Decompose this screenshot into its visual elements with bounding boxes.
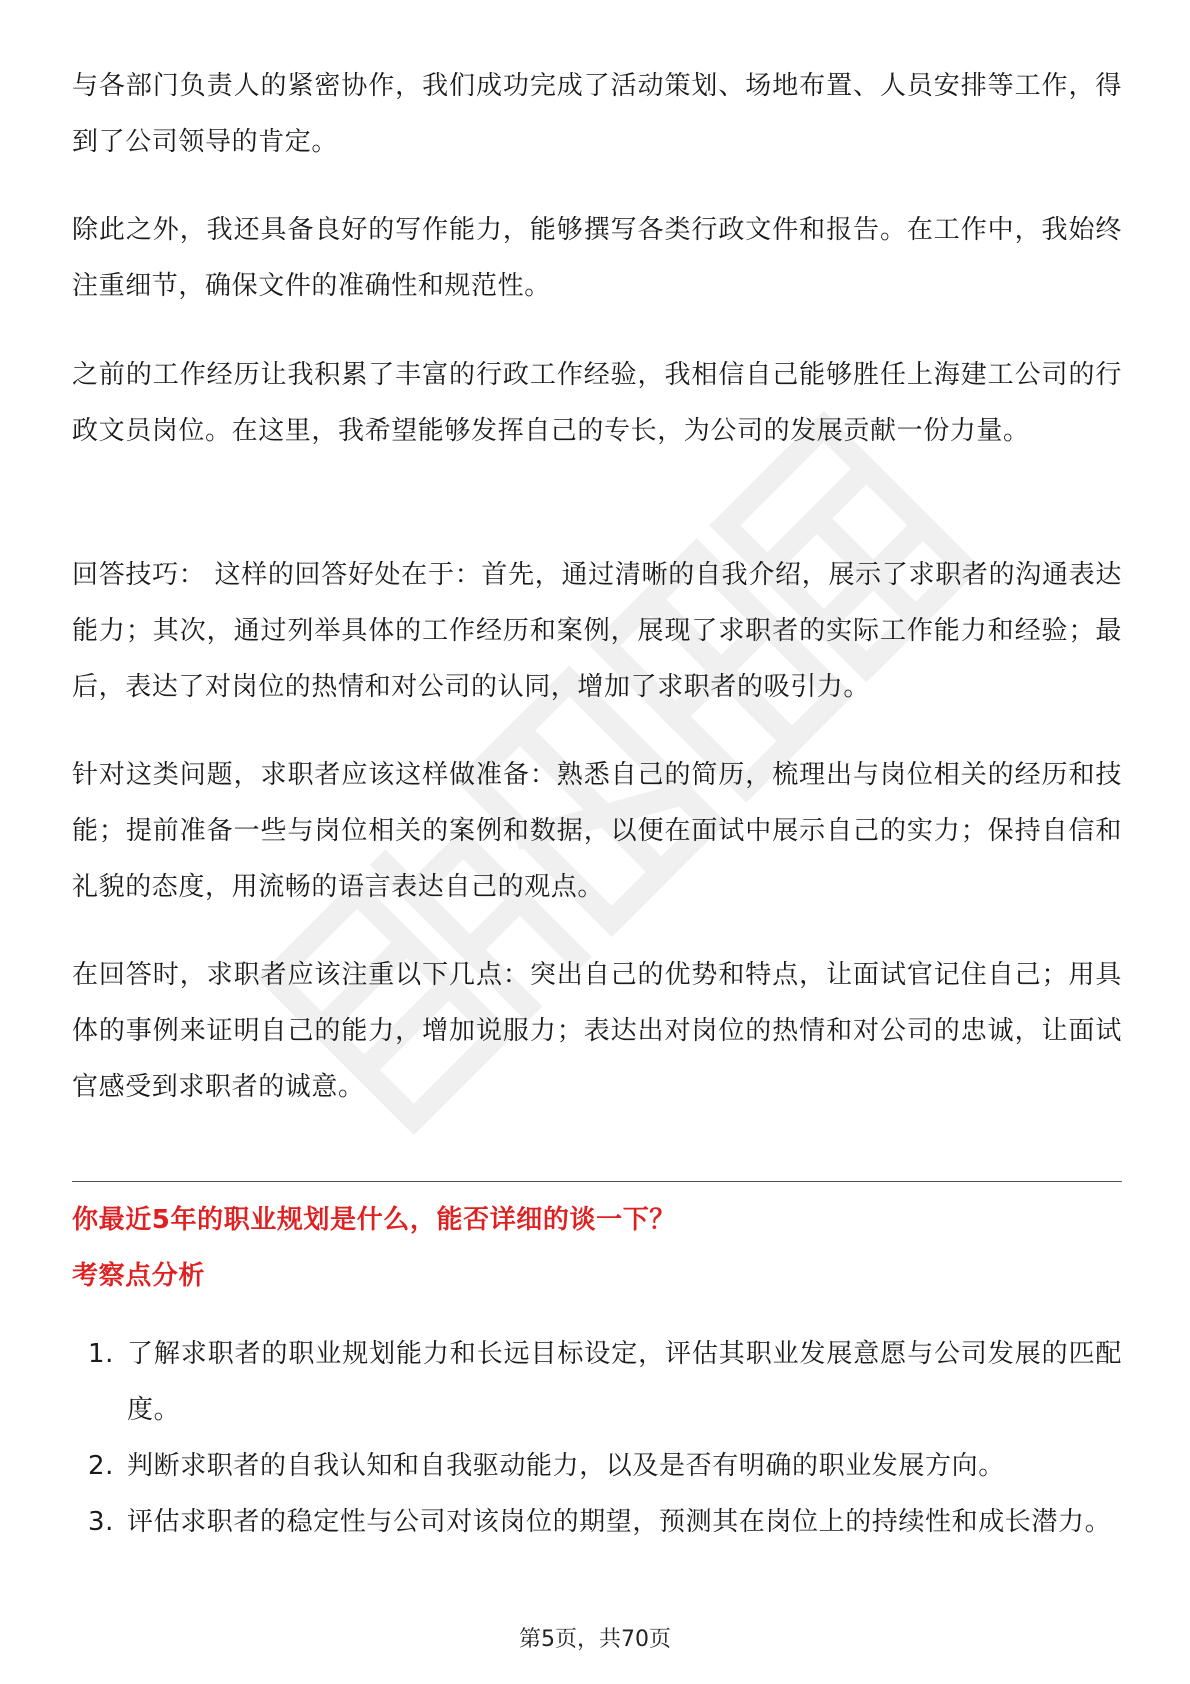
question-title: 你最近5年的职业规划是什么，能否详细的谈一下？	[72, 1205, 676, 1235]
list-item	[72, 1494, 1122, 1550]
list-item-text: 了解求职者的职业规划能力和长远目标设定，评估其职业发展意愿与公司发展的匹配度。	[127, 1339, 1122, 1425]
paragraph-preparation: 针对这类问题，求职者应该这样做准备：熟悉自己的简历，梳理出与岗位相关的经历和技能；提前准备一些与岗位相关的案例和数据，以便在面试中展示自己的实力；保持自信和礼貌的态度，用流畅的语言表达自己的观点。	[72, 760, 1122, 902]
list-item	[72, 1326, 1122, 1438]
list-item-text: 判断求职者的自我认知和自我驱动能力，以及是否有明确的职业发展方向。	[127, 1451, 1005, 1481]
page-number: 第5页，共70页	[519, 1627, 671, 1652]
analysis-heading: 考察点分析	[72, 1261, 206, 1291]
paragraph-experience-summary: 之前的工作经历让我积累了丰富的行政工作经验，我相信自己能够胜任上海建工公司的行政文员岗位。在这里，我希望能够发挥自己的专长，为公司的发展贡献一份力量。	[72, 360, 1122, 446]
section-divider	[72, 1181, 1122, 1182]
paragraph-answer-focus: 在回答时，求职者应该注重以下几点：突出自己的优势和特点，让面试官记住自己；用具体的事例来证明自己的能力，增加说服力；表达出对岗位的热情和对公司的忠诚，让面试官感受到求职者的诚意。	[72, 960, 1122, 1102]
list-item-number: 2.	[88, 1451, 115, 1481]
list-item-number: 3.	[88, 1507, 115, 1537]
list-item	[72, 1438, 1122, 1494]
paragraph-writing-skills: 除此之外，我还具备良好的写作能力，能够撰写各类行政文件和报告。在工作中，我始终注重细节，确保文件的准确性和规范性。	[72, 215, 1122, 301]
list-item-text: 评估求职者的稳定性与公司对该岗位的期望，预测其在岗位上的持续性和成长潜力。	[127, 1507, 1112, 1537]
paragraph-activity-coordination: 与各部门负责人的紧密协作，我们成功完成了活动策划、场地布置、人员安排等工作，得到了公司领导的肯定。	[72, 71, 1122, 157]
paragraph-answer-tips: 回答技巧： 这样的回答好处在于：首先，通过清晰的自我介绍，展示了求职者的沟通表达能力；其次，通过列举具体的工作经历和案例，展现了求职者的实际工作能力和经验；最后，表达了对岗位的热情和对公司的认同，增加了求职者的吸引力。	[72, 560, 1122, 702]
list-item-number: 1.	[88, 1339, 115, 1369]
analysis-points-list	[72, 1326, 1122, 1550]
